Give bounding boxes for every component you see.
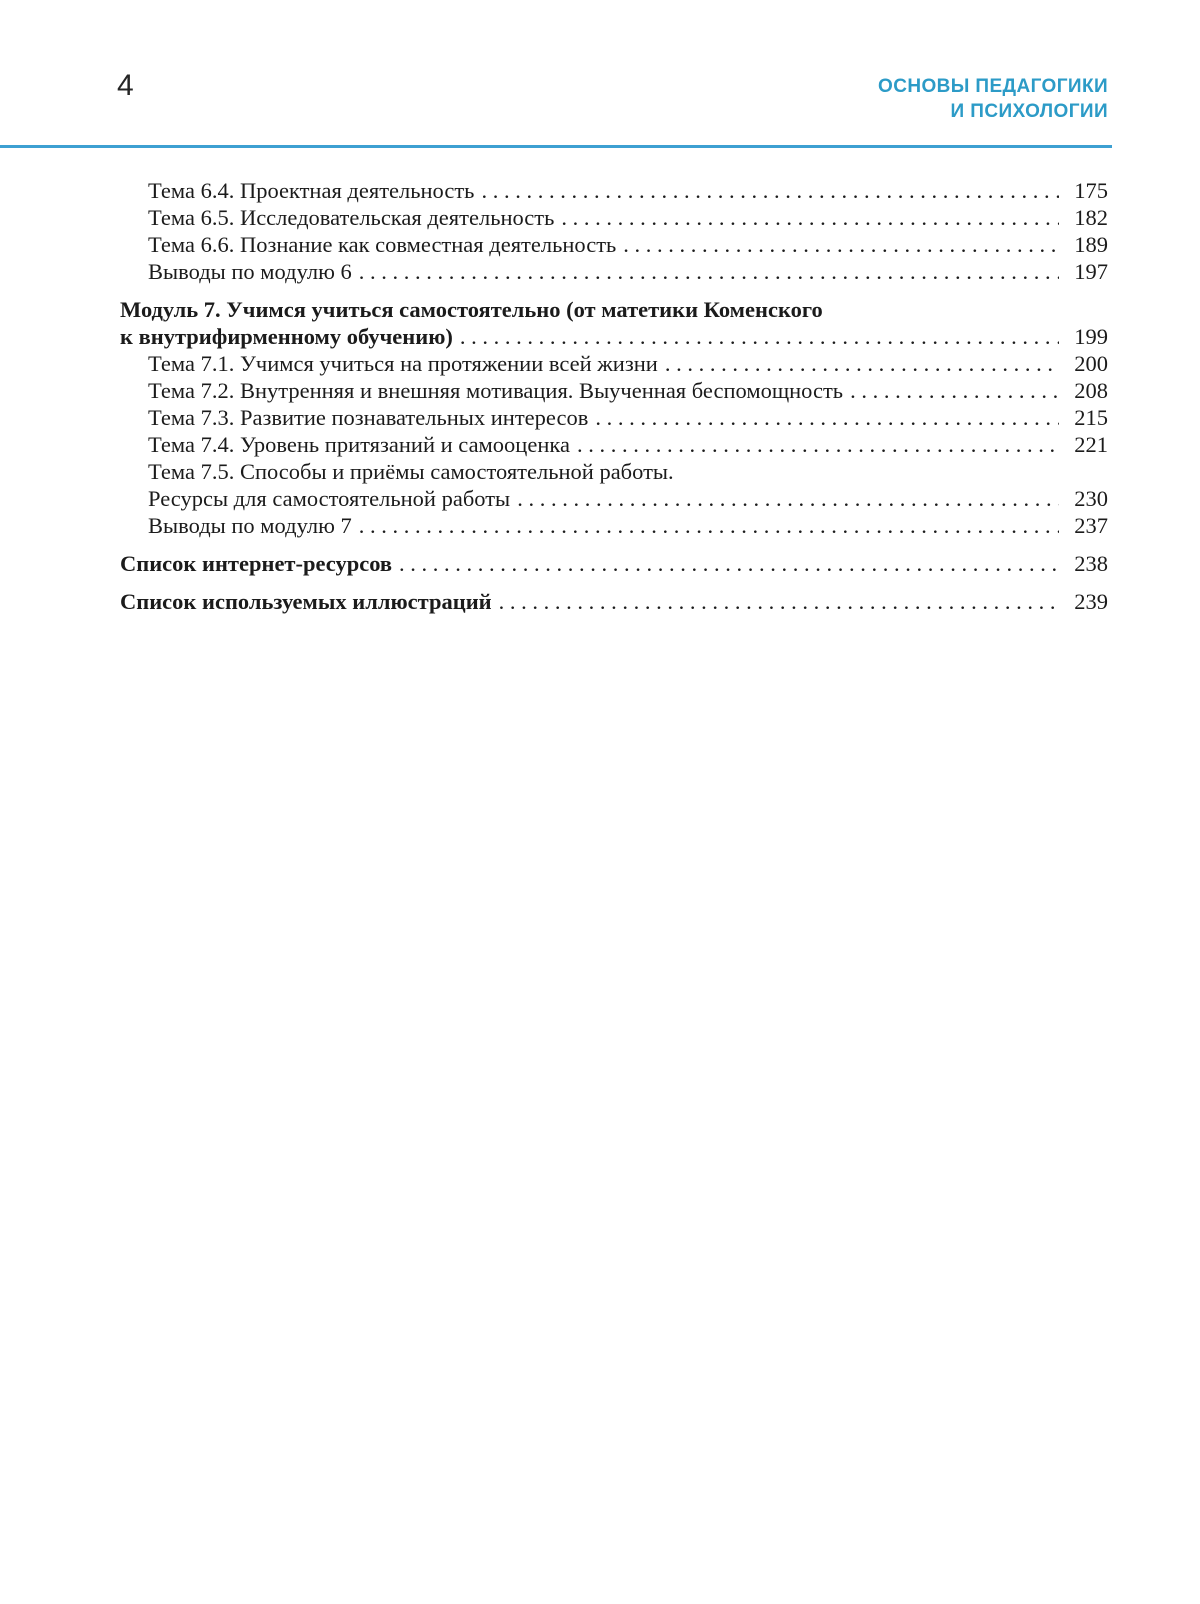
toc-entry xyxy=(120,231,1108,258)
toc-entry-title: Тема 6.5. Исследовательская деятельность xyxy=(148,205,555,230)
toc-entry xyxy=(120,296,1108,350)
toc-entry-title: Список используемых иллюстраций xyxy=(120,589,492,614)
dot-leader xyxy=(577,431,1059,458)
page-number: 4 xyxy=(117,69,134,102)
toc-entry-title: Выводы по модулю 7 xyxy=(148,513,352,538)
toc-entry-title: Тема 7.3. Развитие познавательных интересов xyxy=(148,405,589,430)
toc-entry-page: 175 xyxy=(1074,178,1108,203)
toc-entry xyxy=(120,588,1108,615)
toc-entry-page: 208 xyxy=(1074,378,1108,403)
toc-entry-line xyxy=(120,588,1108,615)
toc-entry-line xyxy=(148,485,1108,512)
toc-entry-title: Тема 7.4. Уровень притязаний и самооценка xyxy=(148,432,570,457)
dot-leader xyxy=(850,377,1059,404)
toc-entry-title: Тема 6.6. Познание как совместная деятельность xyxy=(148,232,617,257)
toc-entry-line xyxy=(148,258,1108,285)
toc-entry-line xyxy=(148,350,1108,377)
toc-entry-page: 237 xyxy=(1074,513,1108,538)
toc-entry-page: 189 xyxy=(1074,232,1108,257)
toc-entry-title: Список интернет-ресурсов xyxy=(120,551,393,576)
toc-entry-title: Тема 7.2. Внутренняя и внешняя мотивация. Выученная беспомощность xyxy=(148,378,844,403)
toc-entry-page: 221 xyxy=(1074,432,1108,457)
running-title-line-1: ОСНОВЫ ПЕДАГОГИКИ xyxy=(878,76,1108,97)
toc-entry-title: Выводы по модулю 6 xyxy=(148,259,352,284)
toc-entry-page: 215 xyxy=(1074,405,1108,430)
toc-entry-line xyxy=(120,550,1108,577)
toc-entry-title: Тема 6.4. Проектная деятельность xyxy=(148,178,475,203)
dot-leader xyxy=(460,323,1059,350)
running-title-line-2: И ПСИХОЛОГИИ xyxy=(950,101,1108,122)
toc-entry-line xyxy=(148,458,1108,485)
toc-entry-title: Модуль 7. Учимся учиться самостоятельно (от матетики Коменского xyxy=(120,297,823,322)
toc-entry-line xyxy=(148,231,1108,258)
toc-entry xyxy=(120,350,1108,377)
table-of-contents xyxy=(120,177,1108,615)
dot-leader xyxy=(595,404,1059,431)
toc-entry-line xyxy=(148,431,1108,458)
dot-leader xyxy=(359,258,1059,285)
toc-entry-title: к внутрифирменному обучению) xyxy=(120,324,453,349)
toc-entry-page: 230 xyxy=(1074,486,1108,511)
toc-entry-line xyxy=(120,323,1108,350)
toc-entry-title: Тема 7.1. Учимся учиться на протяжении всей жизни xyxy=(148,351,658,376)
dot-leader xyxy=(399,550,1059,577)
toc-entry xyxy=(120,458,1108,512)
dot-leader xyxy=(499,588,1059,615)
toc-entry xyxy=(120,512,1108,539)
toc-entry-page: 238 xyxy=(1074,551,1108,576)
dot-leader xyxy=(623,231,1059,258)
toc-entry-line xyxy=(148,404,1108,431)
toc-entry-page: 182 xyxy=(1074,205,1108,230)
toc-entry xyxy=(120,404,1108,431)
dot-leader xyxy=(517,485,1059,512)
toc-entry-page: 197 xyxy=(1074,259,1108,284)
toc-entry xyxy=(120,431,1108,458)
dot-leader xyxy=(481,177,1059,204)
dot-leader xyxy=(665,350,1059,377)
dot-leader xyxy=(561,204,1059,231)
toc-entry-page: 200 xyxy=(1074,351,1108,376)
toc-entry-line xyxy=(148,377,1108,404)
toc-entry-title: Тема 7.5. Способы и приёмы самостоятельной работы. xyxy=(148,459,674,484)
toc-entry-title: Ресурсы для самостоятельной работы xyxy=(148,486,511,511)
toc-entry-line xyxy=(148,177,1108,204)
toc-entry-line xyxy=(148,204,1108,231)
dot-leader xyxy=(359,512,1059,539)
toc-entry-page: 239 xyxy=(1074,589,1108,614)
running-title xyxy=(878,74,1108,124)
header-rule xyxy=(0,145,1112,148)
toc-entry xyxy=(120,204,1108,231)
toc-entry-line xyxy=(120,296,1108,323)
toc-entry-page: 199 xyxy=(1074,324,1108,349)
toc-entry xyxy=(120,258,1108,285)
toc-entry xyxy=(120,377,1108,404)
toc-entry xyxy=(120,177,1108,204)
toc-entry-line xyxy=(148,512,1108,539)
toc-entry xyxy=(120,550,1108,577)
